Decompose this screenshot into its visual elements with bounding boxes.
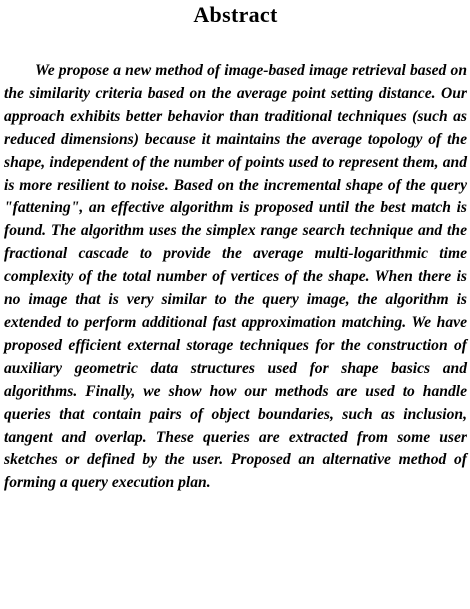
abstract-body: We propose a new method of image-based image retrieval based on the similarity criteria based on the average point setting distance. Our approach exhibits better behavior than traditional techniques (such as reduced dimensions) because it maintains the average topology of the shape, independent of the number of points used to represent them, and is more resilient to noise. Based on the incremental shape of the query "fattening", an effective algorithm is proposed until the best match is found. The algorithm uses the simplex range search technique and the fractional cascade to provide the average multi-logarithmic time complexity of the total number of vertices of the shape. When there is no image that is very similar to the query image, the algorithm is extended to perform additional fast approximation matching. We have proposed efficient external storage techniques for the construction of auxiliary geometric data structures used for shape basics and algorithms. Finally, we show how our methods are used to handle queries that contain pairs of object boundaries, such as inclusion, tangent and overlap. These queries are extracted from some user sketches or defined by the user. Proposed an alternative method of forming a query execution plan. [4,62,467,492]
abstract-heading: Abstract [193,2,278,27]
